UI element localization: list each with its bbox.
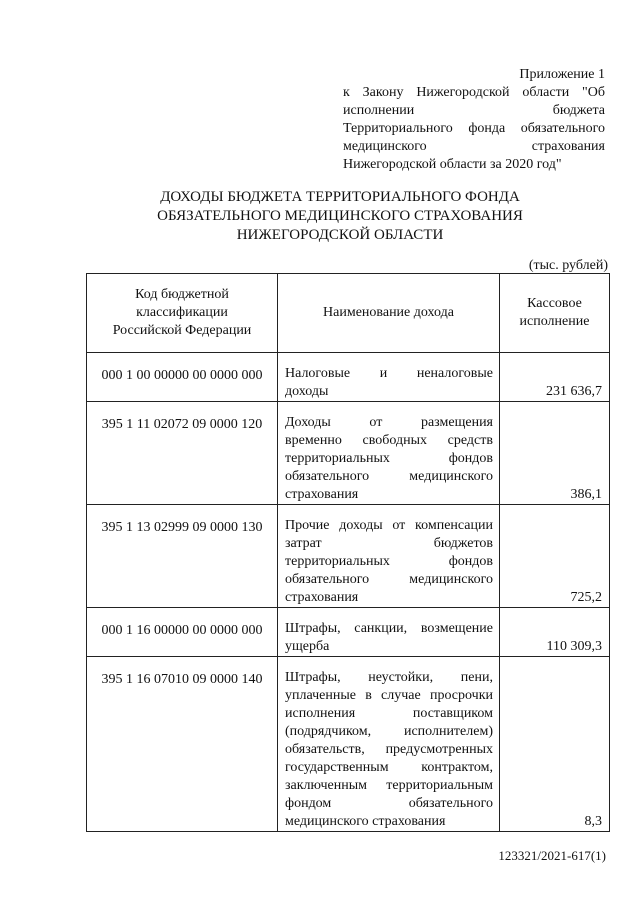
row-name-line: Штрафы, неустойки, пени, [285,670,493,685]
row-name-line: доходы [285,384,329,399]
appendix-title: Приложение 1 [519,67,605,82]
row-name-line: уплаченные в случае просрочки [285,688,493,703]
row-code: 000 1 00 00000 00 0000 000 [87,353,278,402]
row-name [278,657,500,832]
row-name-line: страхования [285,487,359,502]
appendix-block [343,66,605,174]
appendix-line: к Закону Нижегородской области "Об [343,85,605,100]
appendix-line: исполнении бюджета [343,103,605,118]
document-title [100,188,580,245]
row-name [278,402,500,505]
appendix-line: медицинского страхования [343,139,605,154]
appendix-line: Нижегородской области за 2020 год" [343,157,562,172]
row-name-line: медицинского страхования [285,814,446,829]
header-amount-line: Кассовое [527,296,582,311]
row-name-line: (подрядчиком, исполнителем) [285,724,493,739]
row-name [278,353,500,402]
row-code: 395 1 11 02072 09 0000 120 [87,402,278,505]
header-code [87,274,278,353]
header-code-line: Российской Федерации [112,323,252,338]
document-number: 123321/2021-617(1) [498,848,606,863]
row-amount: 110 309,3 [500,608,610,657]
row-name-line: территориальных фондов [285,451,493,466]
row-amount: 8,3 [500,657,610,832]
row-name [278,608,500,657]
table-row [87,402,610,505]
row-name-line: затрат бюджетов [285,536,493,551]
row-name-line: обязательного медицинского [285,572,493,587]
title-line: ДОХОДЫ БЮДЖЕТА ТЕРРИТОРИАЛЬНОГО ФОНДА [160,189,520,205]
row-name-line: Прочие доходы от компенсации [285,518,493,533]
table-header-row [87,274,610,353]
row-amount: 231 636,7 [500,353,610,402]
units-label: (тыс. рублей) [528,258,608,273]
header-code-line: классификации [136,305,228,320]
row-name-line: государственным контрактом, [285,760,493,775]
title-line: НИЖЕГОРОДСКОЙ ОБЛАСТИ [236,227,444,243]
row-name-line: временно свободных средств [285,433,493,448]
row-name-line: Доходы от размещения [285,415,493,430]
row-name-line: ущерба [285,639,330,654]
table-row [87,353,610,402]
appendix-line: Территориального фонда обязательного [343,121,605,136]
header-code-line: Код бюджетной [135,287,229,302]
row-name-line: исполнения поставщиком [285,706,493,721]
table-row [87,608,610,657]
header-name: Наименование дохода [278,274,500,353]
row-name-line: страхования [285,590,359,605]
row-name-line: обязательного медицинского [285,469,493,484]
row-name [278,505,500,608]
row-amount: 386,1 [500,402,610,505]
title-line: ОБЯЗАТЕЛЬНОГО МЕДИЦИНСКОГО СТРАХОВАНИЯ [157,208,523,224]
row-name-line: Налоговые и неналоговые [285,366,493,381]
table-row [87,505,610,608]
row-amount: 725,2 [500,505,610,608]
row-name-line: фондом обязательного [285,796,493,811]
table-row [87,657,610,832]
row-code: 000 1 16 00000 00 0000 000 [87,608,278,657]
row-code: 395 1 16 07010 09 0000 140 [87,657,278,832]
row-name-line: Штрафы, санкции, возмещение [285,621,493,636]
revenue-table [86,273,610,832]
row-name-line: территориальных фондов [285,554,493,569]
header-amount [500,274,610,353]
row-code: 395 1 13 02999 09 0000 130 [87,505,278,608]
row-name-line: заключенным территориальным [285,778,493,793]
header-amount-line: исполнение [519,314,590,329]
row-name-line: обязательств, предусмотренных [285,742,493,757]
